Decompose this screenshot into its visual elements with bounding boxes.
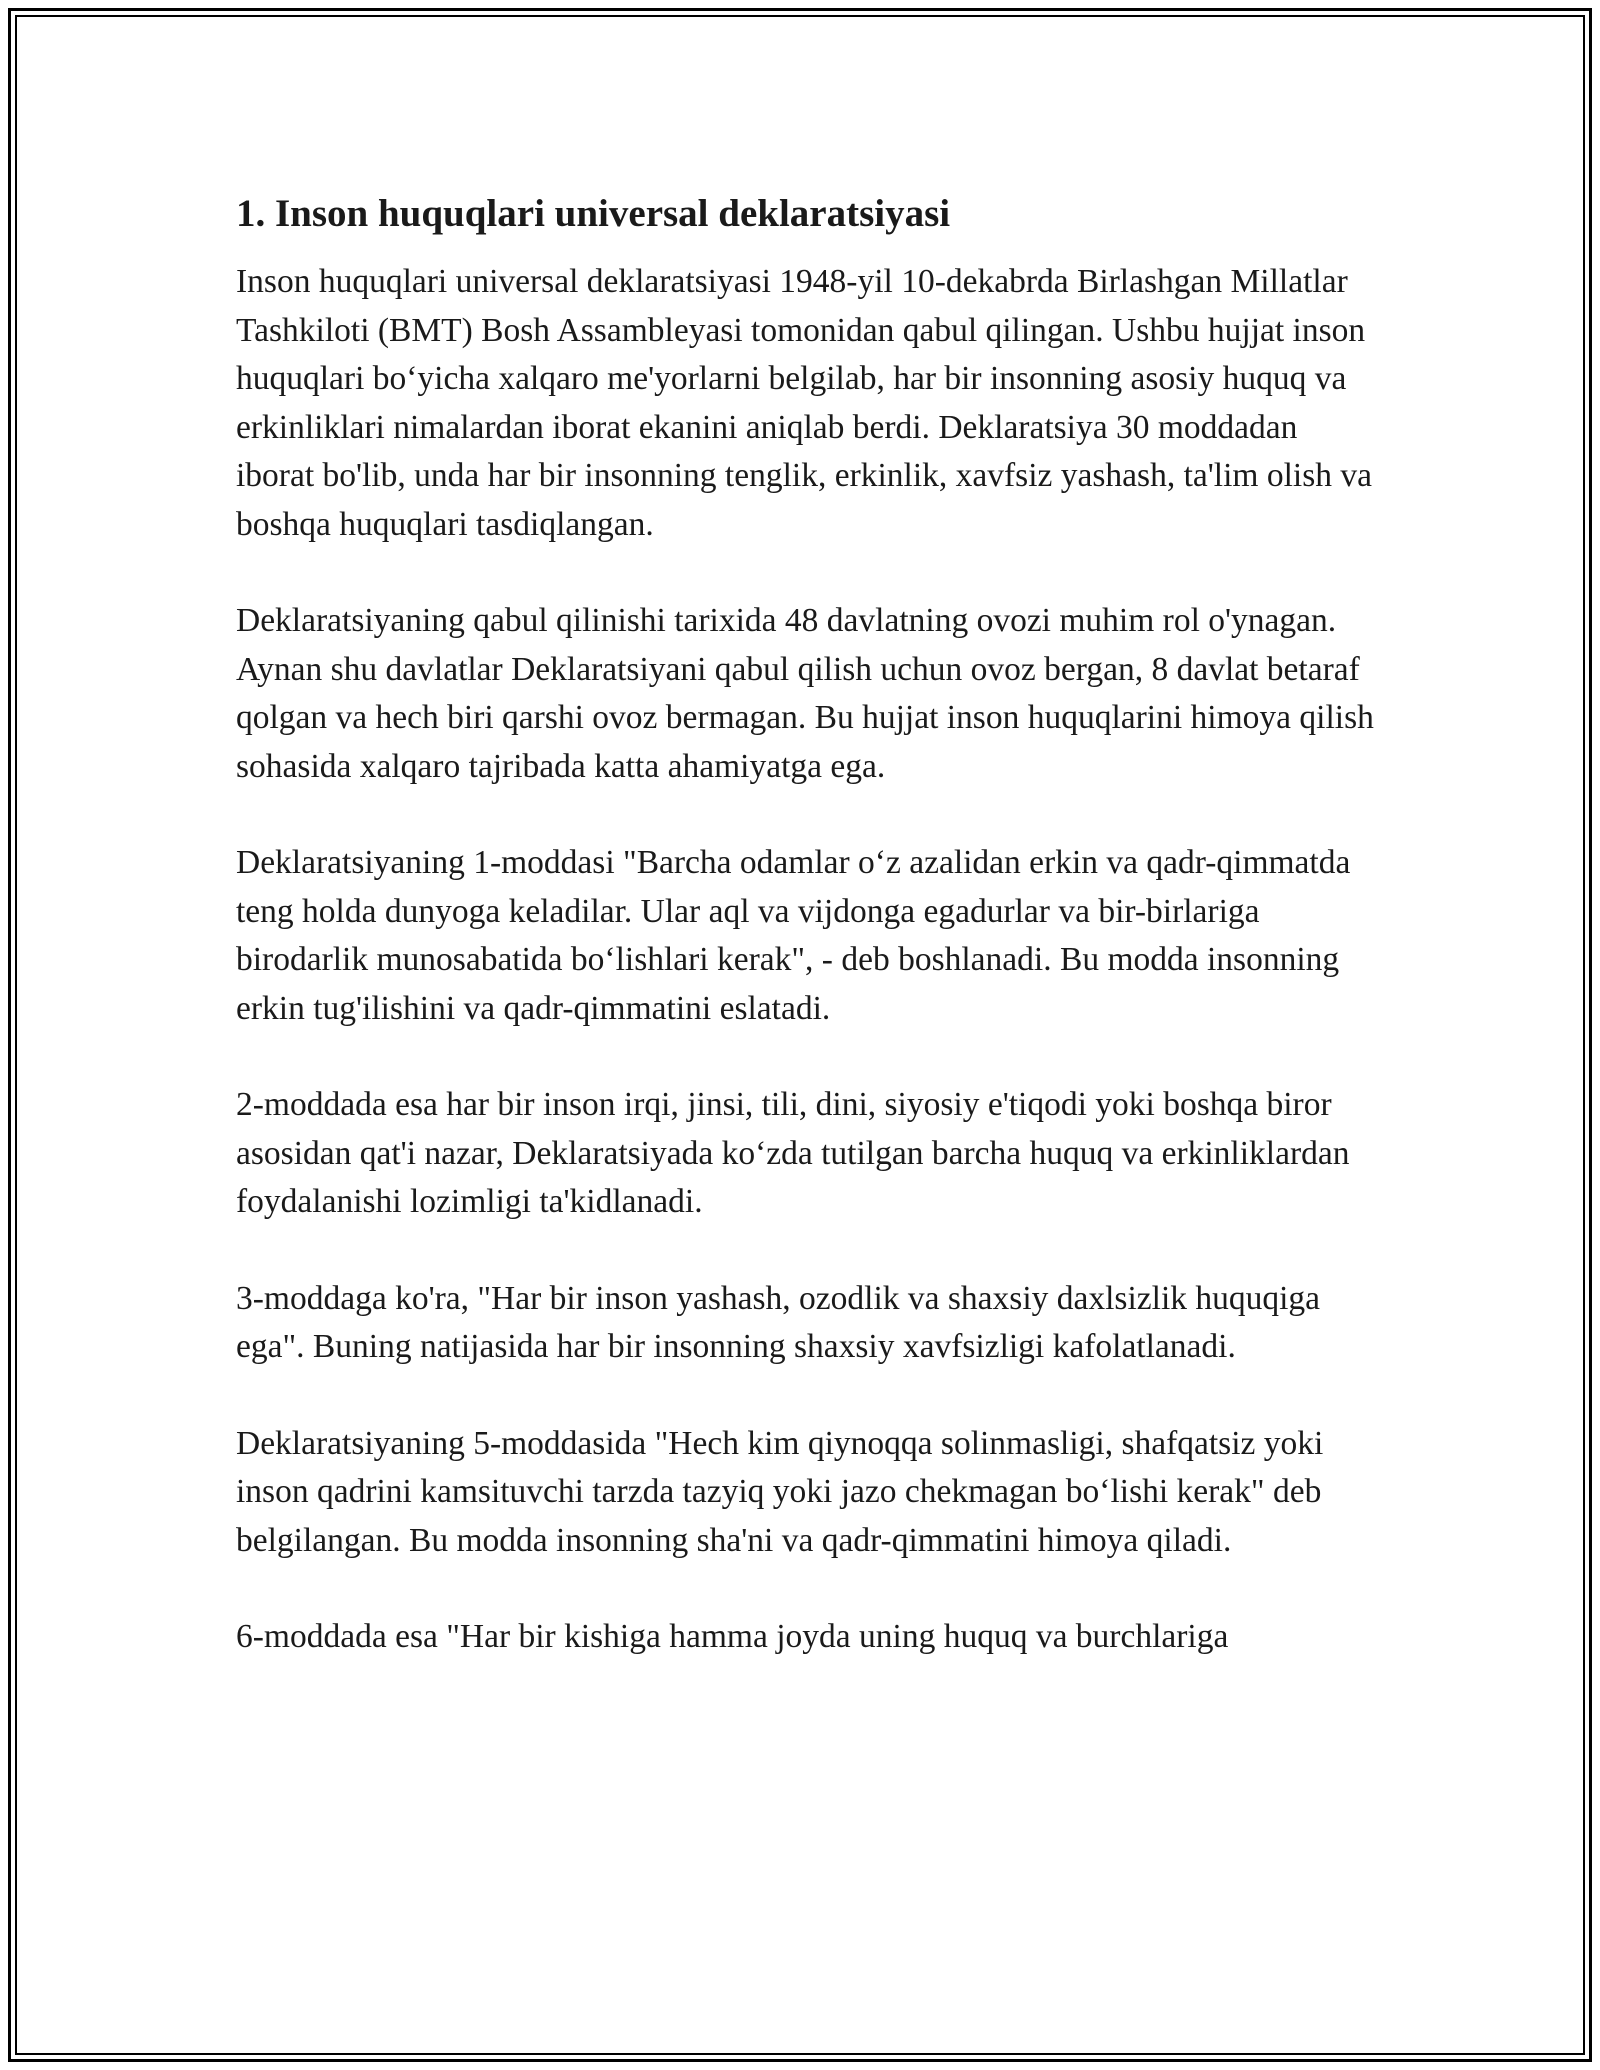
paragraph-article-3: 3-moddaga ko'ra, "Har bir inson yashash, ozodlik va shaxsiy daxlsizlik huquqiga ega". Buning natijasida har bir insonning shaxsiy xavfsizligi kafolatlanadi. (236, 1279, 1321, 1365)
paragraph-intro: Inson huquqlari universal deklaratsiyasi 1948-yil 10-dekabrda Birlashgan Millatlar Tashkiloti (BMT) Bosh Assambleyasi tomonidan qabul qilingan. Ushbu hujjat inson huquqlari bo‘yicha xalqaro me'yorlarni belgilab, har bir insonning asosiy huquq va erkinliklari nimalardan iborat ekanini aniqlab berdi. Deklaratsiya 30 moddadan iborat bo'lib, unda har bir insonning tenglik, erkinlik, xavfsiz yashash, ta'lim olish va boshqa huquqlari tasdiqlangan. (236, 263, 1372, 543)
paragraph-article-2: 2-moddada esa har bir inson irqi, jinsi, tili, dini, siyosiy e'tiqodi yoki boshqa biror asosidan qat'i nazar, Deklaratsiyada ko‘zda tutilgan barcha huquq va erkinliklardan foydalanishi lozimligi ta'kidlanadi. (236, 1086, 1350, 1220)
paragraph-article-6: 6-moddada esa "Har bir kishiga hamma joyda uning huquq va burchlariga (236, 1618, 1229, 1655)
paragraph-article-5: Deklaratsiyaning 5-moddasida "Hech kim qiynoqqa solinmasligi, shafqatsiz yoki inson qadrini kamsituvchi tarzda tazyiq yoki jazo chekmagan bo‘lishi kerak" deb belgilangan. Bu modda insonning sha'ni va qadr-qimmatini himoya qiladi. (236, 1424, 1324, 1559)
paragraph-adoption-history: Deklaratsiyaning qabul qilinishi tarixida 48 davlatning ovozi muhim rol o'ynagan. Aynan shu davlatlar Deklaratsiyani qabul qilish uchun ovoz bergan, 8 davlat betaraf qolgan va hech biri qarshi ovoz bermagan. Bu hujjat inson huquqlarini himoya qilish sohasida xalqaro tajribada katta ahamiyatga ega. (236, 602, 1374, 785)
section-heading: 1. Inson huquqlari universal deklaratsiyasi (236, 192, 951, 235)
document-body (236, 188, 1376, 1710)
paragraph-article-1: Deklaratsiyaning 1-moddasi "Barcha odamlar o‘z azalidan erkin va qadr-qimmatda teng holda dunyoga keladilar. Ular aql va vijdonga egadurlar va bir-birlariga birodarlik munosabatida bo‘lishlari kerak", - deb boshlanadi. Bu modda insonning erkin tug'ilishini va qadr-qimmatini eslatadi. (236, 844, 1351, 1027)
